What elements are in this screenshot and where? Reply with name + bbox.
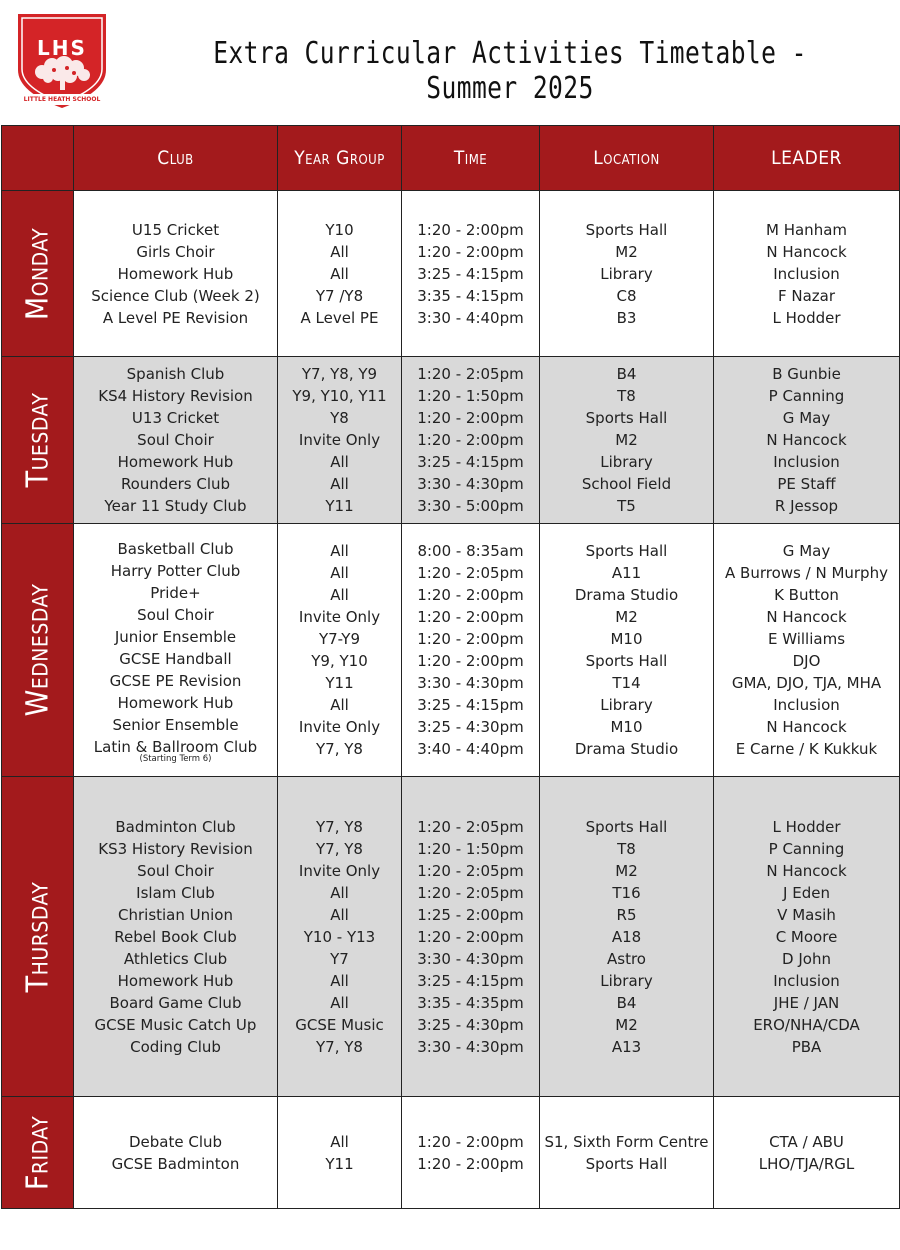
- year-cell: [278, 357, 402, 524]
- location-item: B4: [616, 993, 637, 1012]
- year-item: All: [330, 1132, 349, 1151]
- leader-item: A Burrows / N Murphy: [725, 564, 888, 582]
- year-item: All: [330, 242, 349, 261]
- location-item: T8: [617, 387, 636, 405]
- leader-item: J Eden: [783, 883, 830, 902]
- location-item: M2: [615, 431, 638, 449]
- location-item: B3: [616, 308, 637, 327]
- location-item: R5: [616, 905, 637, 924]
- club-item: Junior Ensemble: [114, 627, 237, 646]
- time-item: 1:20 - 2:05pm: [417, 365, 524, 383]
- club-item: Latin & Ballroom Club: [93, 737, 258, 756]
- leader-item: P Canning: [768, 839, 845, 858]
- leader-item: CTA / ABU: [769, 1132, 844, 1151]
- club-item: Pride+: [150, 583, 201, 602]
- club-item: GCSE Badminton: [111, 1154, 240, 1173]
- location-item: Sports Hall: [585, 409, 668, 427]
- leader-cell: [714, 524, 900, 777]
- time-cell: [402, 524, 540, 777]
- time-item: 3:35 - 4:35pm: [417, 993, 524, 1012]
- time-item: 3:30 - 4:30pm: [417, 674, 524, 692]
- time-item: 3:25 - 4:15pm: [417, 453, 524, 471]
- leader-item: L Hodder: [772, 817, 841, 836]
- leader-cell: [714, 777, 900, 1097]
- club-item: GCSE Music Catch Up: [94, 1015, 257, 1034]
- year-item: Y10 - Y13: [303, 927, 376, 946]
- year-item: All: [330, 475, 349, 493]
- location-item: Astro: [607, 949, 646, 968]
- header-club: Club: [74, 126, 278, 191]
- club-item: Year 11 Study Club: [104, 497, 247, 515]
- location-item: Sports Hall: [585, 817, 668, 836]
- time-item: 3:30 - 5:00pm: [417, 497, 524, 515]
- time-item: 3:40 - 4:40pm: [417, 740, 524, 758]
- year-item: Y8: [330, 409, 349, 427]
- club-item: Homework Hub: [117, 264, 234, 283]
- time-item: 3:25 - 4:30pm: [417, 1015, 524, 1034]
- club-item: Badminton Club: [115, 817, 236, 836]
- time-cell: [402, 357, 540, 524]
- year-item: Y11: [325, 1154, 354, 1173]
- club-item: Coding Club: [130, 1037, 221, 1056]
- location-item: Drama Studio: [574, 586, 679, 604]
- location-item: T8: [617, 839, 636, 858]
- club-cell: [74, 524, 278, 777]
- location-item: School Field: [581, 475, 672, 493]
- leader-item: N Hancock: [766, 608, 847, 626]
- location-cell: [540, 777, 714, 1097]
- club-item: GCSE PE Revision: [109, 671, 242, 690]
- leader-item: B Gunbie: [772, 365, 841, 383]
- location-cell: [540, 357, 714, 524]
- year-item: All: [330, 696, 349, 714]
- club-item: Homework Hub: [117, 453, 234, 471]
- year-item: Invite Only: [298, 608, 381, 626]
- year-item: Y11: [325, 497, 354, 515]
- leader-item: E Carne / K Kukkuk: [735, 740, 878, 758]
- day-row-thursday: [2, 777, 900, 1097]
- year-item: Invite Only: [298, 861, 381, 880]
- club-item: KS4 History Revision: [98, 387, 253, 405]
- day-label-friday: Friday: [2, 1097, 74, 1209]
- year-item: Y7 /Y8: [315, 286, 364, 305]
- header-time: Time: [402, 126, 540, 191]
- year-item: Y7, Y8: [316, 1037, 363, 1056]
- club-item: Science Club (Week 2): [91, 286, 260, 305]
- location-item: A11: [611, 564, 642, 582]
- location-item: Drama Studio: [574, 740, 679, 758]
- club-item: Soul Choir: [137, 431, 214, 449]
- location-item: Library: [600, 696, 653, 714]
- location-item: C8: [616, 286, 637, 305]
- year-item: All: [330, 264, 349, 283]
- leader-item: N Hancock: [766, 718, 847, 736]
- location-item: A18: [611, 927, 642, 946]
- year-item: Invite Only: [298, 718, 381, 736]
- club-item: Basketball Club: [117, 539, 234, 558]
- day-label-thursday: Thursday: [2, 777, 74, 1097]
- location-item: M2: [615, 861, 638, 880]
- time-item: 1:20 - 2:00pm: [417, 608, 524, 626]
- leader-item: D John: [782, 949, 831, 968]
- year-item: All: [330, 993, 349, 1012]
- year-item: Y9, Y10: [311, 652, 368, 670]
- time-item: 3:25 - 4:30pm: [417, 718, 524, 736]
- club-item: Spanish Club: [126, 365, 225, 383]
- page-title: Extra Curricular Activities Timetable - Summer 2025: [213, 36, 807, 106]
- year-item: GCSE Music: [295, 1015, 384, 1034]
- club-item: GCSE Handball: [119, 649, 232, 668]
- year-item: All: [330, 905, 349, 924]
- location-item: A13: [611, 1037, 642, 1056]
- club-cell: [74, 777, 278, 1097]
- leader-item: K Button: [774, 586, 839, 604]
- location-cell: [540, 1097, 714, 1209]
- year-item: Invite Only: [298, 431, 381, 449]
- time-item: 1:20 - 2:00pm: [417, 1132, 524, 1151]
- leader-item: DJO: [792, 652, 821, 670]
- time-item: 3:30 - 4:30pm: [417, 1037, 524, 1056]
- location-item: S1, Sixth Form Centre: [544, 1132, 709, 1151]
- year-item: Y7, Y8: [316, 740, 363, 758]
- club-item: Rebel Book Club: [114, 927, 237, 946]
- time-item: 1:20 - 1:50pm: [417, 387, 524, 405]
- time-item: 1:20 - 2:00pm: [417, 927, 524, 946]
- year-cell: [278, 1097, 402, 1209]
- time-item: 1:20 - 2:00pm: [417, 652, 524, 670]
- leader-item: GMA, DJO, TJA, MHA: [731, 674, 882, 692]
- club-item: Soul Choir: [137, 605, 214, 624]
- time-item: 1:20 - 1:50pm: [417, 839, 524, 858]
- location-item: Sports Hall: [585, 220, 668, 239]
- year-item: All: [330, 564, 349, 582]
- day-row-wednesday: [2, 524, 900, 777]
- location-item: M2: [615, 608, 638, 626]
- leader-item: V Masih: [777, 905, 836, 924]
- location-item: Sports Hall: [585, 652, 668, 670]
- club-item: Athletics Club: [123, 949, 228, 968]
- time-cell: [402, 1097, 540, 1209]
- location-item: T14: [612, 674, 641, 692]
- time-item: 3:30 - 4:30pm: [417, 475, 524, 493]
- club-item: Harry Potter Club: [110, 561, 241, 580]
- time-cell: [402, 777, 540, 1097]
- time-item: 1:25 - 2:00pm: [417, 905, 524, 924]
- leader-item: E Williams: [767, 630, 846, 648]
- club-item: Rounders Club: [120, 475, 231, 493]
- time-item: 1:20 - 2:00pm: [417, 630, 524, 648]
- leader-item: N Hancock: [766, 861, 847, 880]
- club-item: Senior Ensemble: [112, 715, 239, 734]
- timetable: [1, 125, 900, 1209]
- club-item: U13 Cricket: [131, 409, 220, 427]
- time-item: 1:20 - 2:00pm: [417, 242, 524, 261]
- day-label-tuesday: Tuesday: [2, 357, 74, 524]
- location-item: M2: [615, 242, 638, 261]
- leader-cell: [714, 1097, 900, 1209]
- club-cell: [74, 357, 278, 524]
- club-item: Homework Hub: [117, 693, 234, 712]
- logo-initials: LHS: [37, 36, 87, 60]
- club-item: Board Game Club: [109, 993, 242, 1012]
- year-item: Y7, Y8: [316, 839, 363, 858]
- leader-item: G May: [782, 542, 831, 560]
- location-item: M10: [610, 630, 643, 648]
- leader-item: L Hodder: [772, 308, 841, 327]
- leader-item: Inclusion: [773, 453, 840, 471]
- header-leader: LEADER: [714, 126, 900, 191]
- year-item: Y11: [325, 674, 354, 692]
- location-item: Sports Hall: [585, 542, 668, 560]
- time-item: 3:25 - 4:15pm: [417, 971, 524, 990]
- club-item: Homework Hub: [117, 971, 234, 990]
- time-item: 1:20 - 2:05pm: [417, 564, 524, 582]
- leader-item: Inclusion: [773, 696, 840, 714]
- leader-item: JHE / JAN: [773, 993, 840, 1012]
- location-item: Library: [600, 971, 653, 990]
- day-label-monday: Monday: [2, 191, 74, 357]
- time-item: 3:25 - 4:15pm: [417, 264, 524, 283]
- club-item: Girls Choir: [136, 242, 215, 261]
- leader-item: G May: [782, 409, 831, 427]
- time-item: 1:20 - 2:05pm: [417, 817, 524, 836]
- time-cell: [402, 191, 540, 357]
- leader-item: F Nazar: [777, 286, 836, 305]
- leader-item: N Hancock: [766, 431, 847, 449]
- club-cell: [74, 1097, 278, 1209]
- year-cell: [278, 191, 402, 357]
- time-item: 1:20 - 2:05pm: [417, 861, 524, 880]
- leader-item: P Canning: [768, 387, 845, 405]
- day-row-friday: [2, 1097, 900, 1209]
- header-row: [2, 126, 900, 191]
- year-item: All: [330, 883, 349, 902]
- day-row-tuesday: [2, 357, 900, 524]
- year-item: Y9, Y10, Y11: [292, 387, 387, 405]
- time-item: 3:35 - 4:15pm: [417, 286, 524, 305]
- time-item: 8:00 - 8:35am: [417, 542, 524, 560]
- header-location: Location: [540, 126, 714, 191]
- year-item: Y7: [330, 949, 349, 968]
- year-item: Y7, Y8: [316, 817, 363, 836]
- leader-item: N Hancock: [766, 242, 847, 261]
- time-item: 3:30 - 4:40pm: [417, 308, 524, 327]
- leader-item: C Moore: [775, 927, 838, 946]
- club-item: KS3 History Revision: [98, 839, 253, 858]
- year-cell: [278, 524, 402, 777]
- club-item: U15 Cricket: [131, 220, 220, 239]
- leader-item: PE Staff: [777, 475, 836, 493]
- year-item: All: [330, 453, 349, 471]
- leader-item: M Hanham: [766, 220, 847, 239]
- leader-item: Inclusion: [773, 971, 840, 990]
- time-item: 1:20 - 2:00pm: [417, 586, 524, 604]
- time-item: 1:20 - 2:00pm: [417, 1154, 524, 1173]
- school-logo: [12, 10, 112, 112]
- leader-item: ERO/NHA/CDA: [753, 1015, 860, 1034]
- day-label-wednesday: Wednesday: [2, 524, 74, 777]
- time-item: 3:25 - 4:15pm: [417, 696, 524, 714]
- year-item: All: [330, 542, 349, 560]
- club-note: (Starting Term 6): [139, 753, 212, 764]
- header-corner: [2, 126, 74, 191]
- location-item: M10: [610, 718, 643, 736]
- location-cell: [540, 524, 714, 777]
- year-item: All: [330, 586, 349, 604]
- club-item: Christian Union: [118, 905, 233, 924]
- time-item: 3:30 - 4:30pm: [417, 949, 524, 968]
- time-item: 1:20 - 2:00pm: [417, 220, 524, 239]
- location-item: T16: [612, 883, 641, 902]
- time-item: 1:20 - 2:00pm: [417, 431, 524, 449]
- year-cell: [278, 777, 402, 1097]
- time-item: 1:20 - 2:05pm: [417, 883, 524, 902]
- leader-item: PBA: [791, 1037, 822, 1056]
- year-item: A Level PE: [300, 308, 379, 327]
- day-row-monday: [2, 191, 900, 357]
- location-item: T5: [617, 497, 636, 515]
- location-item: M2: [615, 1015, 638, 1034]
- location-item: Sports Hall: [585, 1154, 668, 1173]
- logo-school-name: LITTLE HEATH SCHOOL: [23, 96, 101, 103]
- club-item: Debate Club: [128, 1132, 223, 1151]
- leader-cell: [714, 191, 900, 357]
- location-item: B4: [616, 365, 637, 383]
- club-item: Soul Choir: [137, 861, 214, 880]
- location-item: Library: [600, 453, 653, 471]
- location-cell: [540, 191, 714, 357]
- leader-item: R Jessop: [774, 497, 839, 515]
- year-item: Y10: [325, 220, 354, 239]
- header-year-group: Year Group: [278, 126, 402, 191]
- location-item: Library: [600, 264, 653, 283]
- club-item: A Level PE Revision: [102, 308, 249, 327]
- year-item: Y7-Y9: [318, 630, 361, 648]
- leader-item: Inclusion: [773, 264, 840, 283]
- year-item: Y7, Y8, Y9: [301, 365, 378, 383]
- leader-cell: [714, 357, 900, 524]
- club-cell: [74, 191, 278, 357]
- leader-item: LHO/TJA/RGL: [758, 1154, 855, 1173]
- time-item: 1:20 - 2:00pm: [417, 409, 524, 427]
- club-item: Islam Club: [136, 883, 215, 902]
- year-item: All: [330, 971, 349, 990]
